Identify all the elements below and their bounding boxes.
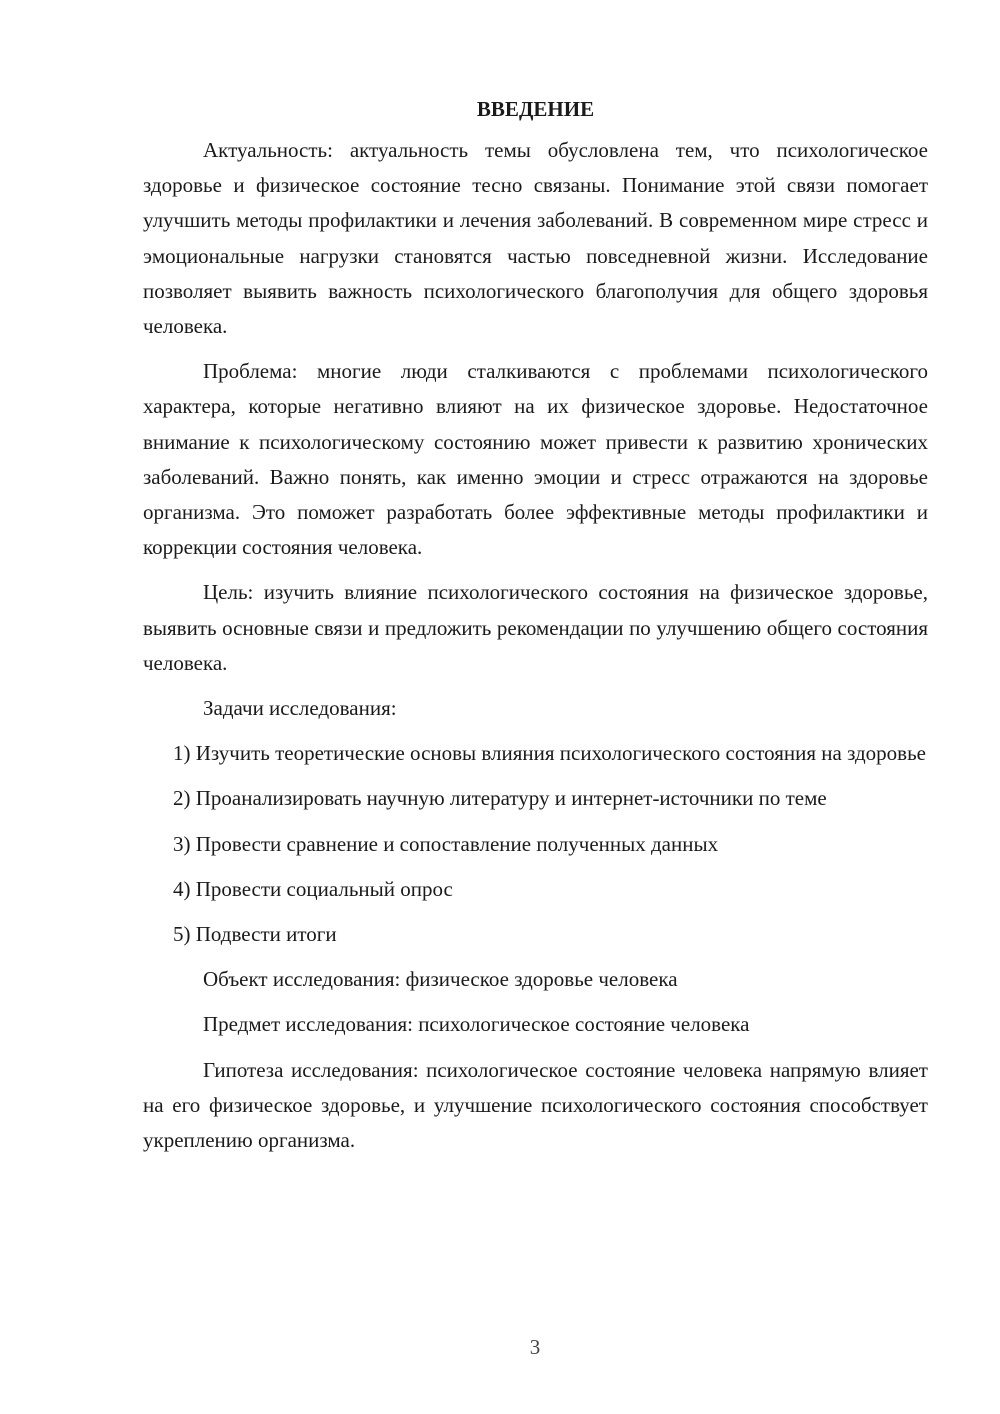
page-title: ВВЕДЕНИЕ <box>476 97 595 121</box>
task-item: 1) Изучить теоретические основы влияния психологического состояния на здоровье <box>173 741 926 766</box>
object-paragraph: Объект исследования: физическое здоровье человека <box>203 967 678 992</box>
page-number: 3 <box>529 1335 541 1359</box>
task-item: 2) Проанализировать научную литературу и интернет-источники по теме <box>173 786 827 811</box>
relevance-paragraph: Актуальность: актуальность темы обусловлена тем, что психологическое здоровье и физическое состояние тесно связаны. Понимание этой связи помогает улучшить методы профилактики и лечения заболеваний. В современном мире стресс и эмоциональные нагрузки становятся частью повседневной жизни. Исследование позволяет выявить важность психологического благополучия для общего здоровья человека. <box>143 138 928 339</box>
goal-paragraph: Цель: изучить влияние психологического состояния на физическое здоровье, выявить основные связи и предложить рекомендации по улучшению общего состояния человека. <box>143 580 928 675</box>
hypothesis-paragraph: Гипотеза исследования: психологическое состояние человека напрямую влияет на его физическое здоровье, и улучшение психологического состояния способствует укреплению организма. <box>143 1057 928 1153</box>
subject-paragraph: Предмет исследования: психологическое состояние человека <box>203 1012 750 1037</box>
problem-paragraph: Проблема: многие люди сталкиваются с проблемами психологического характера, которые негативно влияют на их физическое здоровье. Недостаточное внимание к психологическому состоянию может привести к развитию хронических заболеваний. Важно понять, как именно эмоции и стресс отражаются на здоровье организма. Это поможет разработать более эффективные методы профилактики и коррекции состояния человека. <box>143 359 928 560</box>
task-item: 4) Провести социальный опрос <box>173 876 453 901</box>
page-content <box>143 92 928 1168</box>
task-item: 5) Подвести итоги <box>173 922 337 947</box>
tasks-heading: Задачи исследования: <box>203 696 397 721</box>
task-item: 3) Провести сравнение и сопоставление полученных данных <box>173 831 719 856</box>
